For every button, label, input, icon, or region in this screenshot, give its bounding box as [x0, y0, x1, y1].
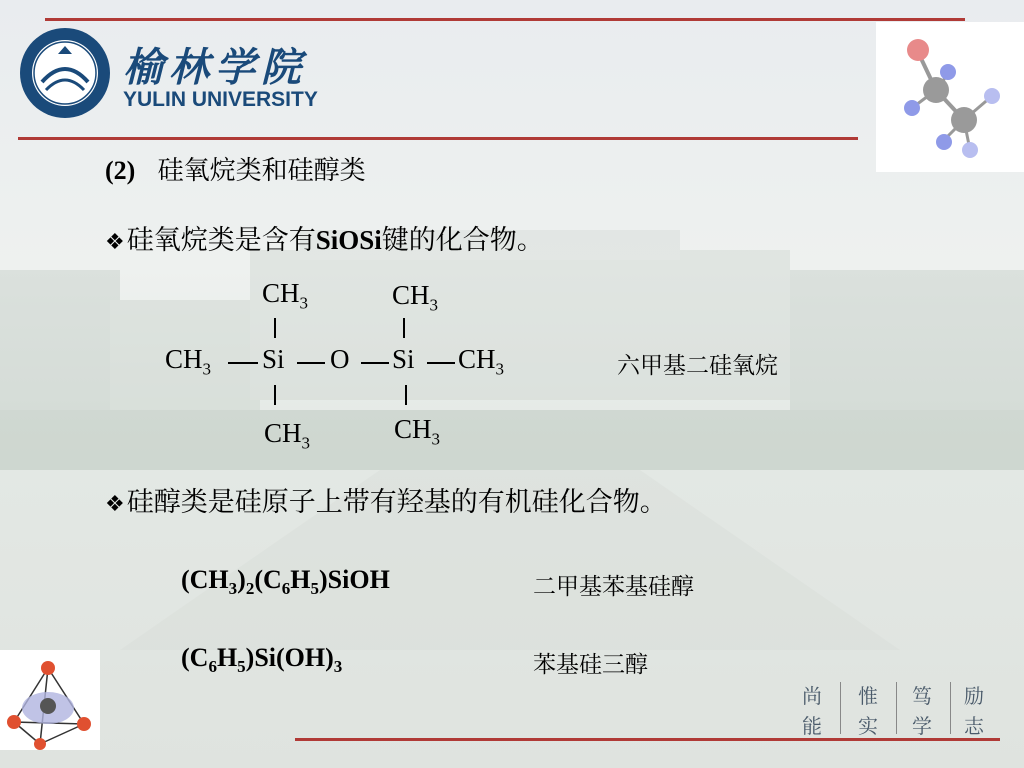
motto-char: 实 — [858, 714, 878, 738]
methyl-group: $CH_3$ — [264, 418, 311, 453]
motto-char: 励 — [964, 684, 984, 708]
methyl-group: $CH_3$ — [394, 414, 441, 449]
campus-background — [0, 230, 1024, 650]
university-seal-logo — [18, 26, 112, 120]
motto-char: 学 — [912, 714, 932, 738]
bond — [427, 362, 455, 364]
section-title: 硅氧烷类和硅醇类 — [157, 156, 366, 186]
bond — [403, 318, 405, 338]
methyl-group: $CH_3$ — [262, 278, 309, 313]
compound-name-phenylsilanetriol: 苯基硅三醇 — [533, 652, 648, 678]
section-heading — [105, 150, 366, 187]
section-number: (2) — [105, 156, 136, 185]
motto-char: 能 — [802, 714, 822, 738]
motto-char: 志 — [964, 714, 984, 738]
bond — [228, 362, 258, 364]
diamond-bullet-icon: ❖ — [105, 492, 125, 517]
motto-char: 惟 — [858, 684, 878, 708]
bond — [274, 318, 276, 338]
bullet-silanol: ❖硅醇类是硅原子上带有羟基的有机硅化合物。 — [105, 487, 667, 518]
methyl-group: $CH_3$ — [165, 344, 212, 379]
methyl-group: $CH_3$ — [458, 344, 505, 379]
bond — [297, 362, 325, 364]
university-name-cn: 榆林学院 — [123, 44, 307, 91]
top-accent-bar — [45, 18, 965, 21]
motto-char: 笃 — [912, 684, 932, 708]
silicon-atom: Si — [262, 344, 285, 374]
bond — [274, 385, 276, 405]
motto-char: 尚 — [802, 684, 822, 708]
bond — [405, 385, 407, 405]
diamond-bullet-icon: ❖ — [105, 230, 125, 255]
tetrahedral-molecule-image — [0, 650, 100, 750]
molecule-model-image — [876, 22, 1024, 172]
university-motto — [800, 680, 1000, 738]
header-accent-bar — [18, 137, 858, 140]
bond — [361, 362, 389, 364]
compound-name-hexamethyldisiloxane: 六甲基二硅氧烷 — [617, 353, 778, 379]
university-name-en: YULIN UNIVERSITY — [123, 88, 318, 111]
bullet-siloxane: ❖硅氧烷类是含有SiOSi键的化合物。 — [105, 225, 544, 256]
bottom-accent-bar — [295, 738, 1000, 741]
compound-name-dimethylphenylsilanol: 二甲基苯基硅醇 — [533, 574, 694, 600]
oxygen-atom: O — [330, 344, 350, 374]
silicon-atom: Si — [392, 344, 415, 374]
methyl-group: $CH_3$ — [392, 280, 439, 315]
formula-phenylsilanetriol: $(C_6H_5)Si(OH)_3$ — [181, 643, 343, 677]
formula-dimethylphenylsilanol: $(CH_3)_2(C_6H_5)SiOH$ — [181, 565, 390, 599]
